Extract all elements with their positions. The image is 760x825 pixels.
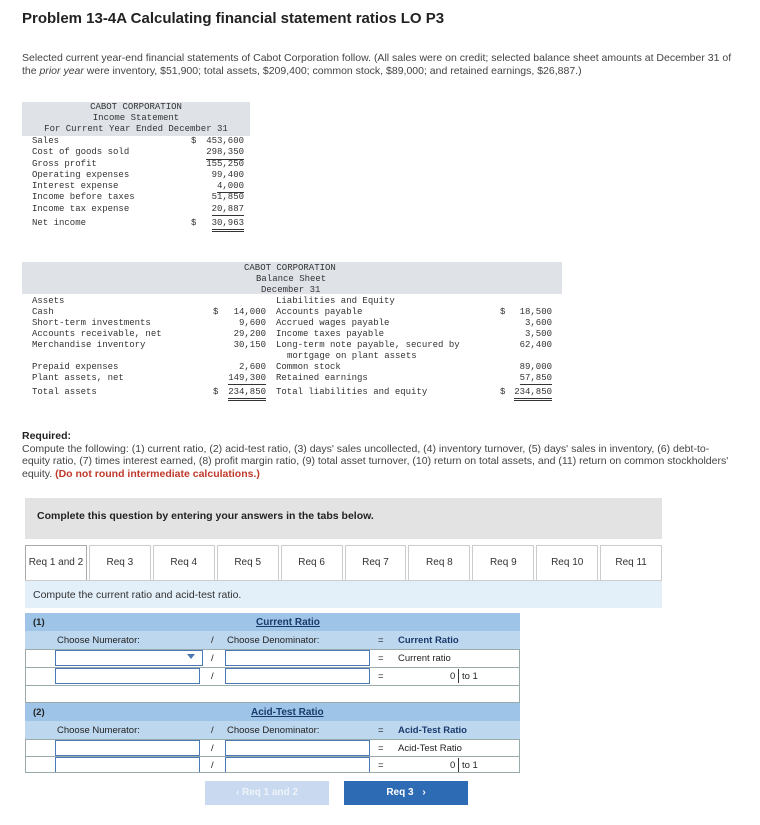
bs-asset-label: Cash [32, 307, 54, 317]
denominator-label: Choose Denominator: [227, 635, 320, 646]
result-label: Current ratio [398, 653, 451, 664]
bs-asset-amount: 29,200 [233, 329, 266, 339]
bs-liab-amount: 62,400 [519, 340, 552, 350]
bs-liab-amount: 89,000 [519, 362, 552, 372]
bs-assets-header: Assets [32, 296, 65, 306]
bs-liab-label: mortgage on plant assets [287, 351, 417, 361]
section-number: (2) [33, 707, 45, 718]
acid-test-title: Acid-Test Ratio [251, 707, 324, 718]
next-button[interactable]: Req 3 › [344, 781, 468, 805]
denominator-label: Choose Denominator: [227, 725, 320, 736]
bs-liab-label: Long-term note payable, secured by [276, 340, 460, 350]
tab-req-6[interactable]: Req 6 [281, 545, 343, 581]
current-ratio-table: (1) Current Ratio Choose Numerator: / Choose Denominator: = Current Ratio / = Current ratio / = 0 to 1 [25, 613, 520, 703]
is-row: Gross profit 155,250 [32, 158, 244, 169]
tab-req-9[interactable]: Req 9 [472, 545, 534, 581]
bs-liab-label: Common stock [276, 362, 341, 372]
bs-liab-label: Retained earnings [276, 373, 368, 383]
tab-instruction: Compute the current ratio and acid-test ratio. [25, 581, 662, 608]
denominator-select[interactable] [225, 740, 370, 756]
is-row: Operating expenses 99,400 [32, 169, 244, 180]
tab-req-1-and-2[interactable]: Req 1 and 2 [25, 545, 87, 581]
bs-asset-label: Plant assets, net [32, 373, 124, 383]
numerator-label: Choose Numerator: [57, 725, 140, 736]
bs-liab-amount: 18,500 [519, 307, 552, 317]
tab-req-4[interactable]: Req 4 [153, 545, 215, 581]
result-header: Current Ratio [398, 635, 459, 646]
required-section: Required: Compute the following: (1) current ratio, (2) acid-test ratio, (3) days' sales uncollected, (4) inventory turnover, (5) days' sales in inventory, (6) debt-to-equity ratio, (7) times interest earned, (8) profit margin ratio, (9) total asset turnover, (10) return on total assets, and (11) return on common stockholders' equity. (Do not round intermediate calculations.) [22, 430, 729, 480]
result-header: Acid-Test Ratio [398, 725, 467, 736]
numerator-select[interactable] [55, 650, 203, 666]
current-ratio-title: Current Ratio [256, 617, 320, 628]
bs-liab-header: Liabilities and Equity [276, 296, 395, 306]
bs-liab-label: Accrued wages payable [276, 318, 390, 328]
is-row: Income tax expense 20,887 [22, 204, 250, 215]
tab-req-11[interactable]: Req 11 [600, 545, 662, 581]
denominator-input[interactable] [225, 757, 370, 773]
balance-sheet: CABOT CORPORATION Balance Sheet December 31 Assets Liabilities and Equity Cash $ 14,000 Short-term investments 9,600 Accounts receivable, net 29,200 Merchandise inventory 30,150 Prepaid expenses 2,600 Plant assets, net 149,300 Total assets $ 234,850 Accounts payable $ 18,500 Accrued wages payable 3,600 Income taxes payable 3,500 Long-term note payable, secured by 62,400 mortgage on plant assets Common stock 89,000 Retained earnings 57,850 Total liabilities and equity $ 234,850 [22, 262, 562, 404]
income-statement-header [22, 102, 250, 136]
chevron-left-icon: ‹ [235, 787, 240, 798]
is-company: CABOT CORPORATION [90, 102, 182, 112]
bs-liab-amount: 57,850 [519, 373, 552, 383]
bs-date: December 31 [261, 285, 321, 295]
ratio-to: to 1 [462, 760, 478, 771]
numerator-input[interactable] [55, 668, 200, 684]
income-statement [22, 102, 250, 229]
bs-liab-label: Accounts payable [276, 307, 363, 317]
bs-liab-label: Income taxes payable [276, 329, 385, 339]
ratio-to: to 1 [462, 671, 478, 682]
bs-asset-amount: 9,600 [238, 318, 266, 328]
tab-req-10[interactable]: Req 10 [536, 545, 598, 581]
denominator-select[interactable] [225, 650, 370, 666]
bs-asset-label: Prepaid expenses [32, 362, 119, 372]
bs-liab-amount: 234,850 [514, 387, 552, 401]
result-label: Acid-Test Ratio [398, 743, 462, 754]
section-number: (1) [33, 617, 45, 628]
bs-liab-label: Total liabilities and equity [276, 387, 428, 397]
req-tabs [25, 545, 662, 581]
numerator-input[interactable] [55, 757, 200, 773]
bs-name: Balance Sheet [256, 274, 327, 284]
bs-asset-amount: 149,300 [228, 373, 266, 383]
numerator-label: Choose Numerator: [57, 635, 140, 646]
is-row: Income before taxes 51,850 [32, 192, 244, 203]
ratio-value[interactable]: 0 [450, 671, 456, 682]
is-name: Income Statement [92, 113, 180, 123]
tab-req-7[interactable]: Req 7 [345, 545, 407, 581]
bs-asset-amount: 30,150 [233, 340, 266, 350]
is-row: Cost of goods sold 298,350 [22, 147, 250, 158]
prev-button[interactable]: ‹ Req 1 and 2 [205, 781, 329, 805]
numerator-select[interactable] [55, 740, 200, 756]
complete-instructions: Complete this question by entering your answers in the tabs below. [25, 498, 662, 539]
acid-test-table: (2) Acid-Test Ratio Choose Numerator: / Choose Denominator: = Acid-Test Ratio / = Acid-Test Ratio / = 0 to 1 [25, 703, 520, 773]
ratio-value[interactable]: 0 [450, 760, 456, 771]
is-period: For Current Year Ended December 31 [44, 124, 228, 134]
is-row: Sales $ 453,600 [32, 136, 244, 146]
bs-asset-amount: 234,850 [228, 387, 266, 401]
tab-req-3[interactable]: Req 3 [89, 545, 151, 581]
problem-intro: Selected current year-end financial statements of Cabot Corporation follow. (All sales were on credit; selected balance sheet amounts at December 31 of the prior year were inventory, $51,900; total assets, $209,400; common stock, $89,000; and retained earnings, $26,887.) [22, 52, 732, 77]
bs-asset-amount: 14,000 [233, 307, 266, 317]
bs-liab-amount: 3,500 [524, 329, 552, 339]
bs-asset-label: Merchandise inventory [32, 340, 146, 350]
chevron-right-icon: › [422, 787, 426, 798]
tab-req-8[interactable]: Req 8 [408, 545, 470, 581]
bs-company: CABOT CORPORATION [244, 263, 336, 273]
tab-req-5[interactable]: Req 5 [217, 545, 279, 581]
is-row-total: Net income $ 30,963 [22, 218, 250, 229]
denominator-input[interactable] [225, 668, 370, 684]
bs-liab-amount: 3,600 [524, 318, 552, 328]
bs-asset-label: Total assets [32, 387, 97, 397]
chevron-down-icon[interactable] [187, 654, 195, 659]
bs-asset-label: Short-term investments [32, 318, 151, 328]
bs-asset-amount: 2,600 [238, 362, 266, 372]
bs-asset-label: Accounts receivable, net [32, 329, 162, 339]
page-title: Problem 13-4A Calculating financial statement ratios LO P3 [22, 10, 445, 27]
is-row: Interest expense 4,000 [22, 181, 250, 192]
